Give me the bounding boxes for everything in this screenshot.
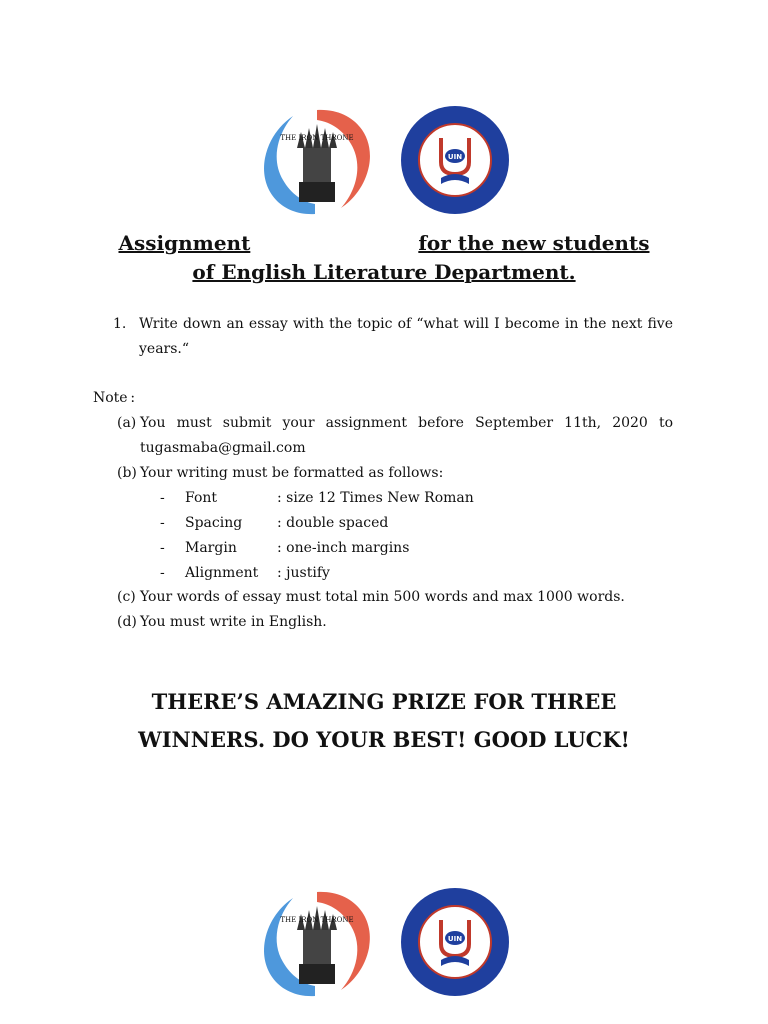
assignment-item-1 [113, 312, 673, 362]
format-label: Margin [185, 540, 237, 556]
format-value: : size 12 Times New Roman [277, 490, 474, 506]
format-label: Font [185, 490, 218, 506]
format-value: : double spaced [277, 515, 389, 531]
page-title-line-2 [0, 258, 768, 286]
format-row-alignment [160, 561, 520, 586]
note-b-mark: (b) [117, 465, 137, 481]
page-title-line-1 [0, 229, 768, 257]
format-dash: - [160, 490, 165, 506]
student-association-logo [399, 104, 511, 216]
note-c-mark: (c) [117, 589, 136, 605]
note-c [117, 585, 673, 610]
note-d-mark: (d) [117, 614, 137, 630]
note-label: Note : [93, 390, 136, 406]
iron-throne-logo [257, 104, 377, 220]
format-dash: - [160, 515, 165, 531]
format-label: Spacing [185, 515, 243, 531]
iron-throne-logo [257, 886, 377, 1002]
format-dash: - [160, 565, 165, 581]
note-a [117, 411, 673, 461]
svg-text:THE IRON THRONE: THE IRON THRONE [280, 134, 354, 142]
format-row-spacing [160, 511, 520, 536]
header-logos [0, 104, 768, 220]
title-new-students: for the new students [418, 231, 650, 255]
note-d-text: You must write in English. [140, 614, 327, 630]
format-value: : justify [277, 565, 330, 581]
item-number: 1. [113, 316, 127, 332]
title-assignment: Assignment [118, 231, 251, 255]
student-association-logo [399, 886, 511, 998]
note-a-mark: (a) [117, 415, 137, 431]
format-value: : one-inch margins [277, 540, 410, 556]
format-dash: - [160, 540, 165, 556]
format-row-margin [160, 536, 520, 561]
title-department: of English Literature Department. [192, 260, 576, 284]
prize-line-2: WINNERS. DO YOUR BEST! GOOD LUCK! [138, 727, 630, 752]
footer-logos [0, 886, 768, 1002]
format-row-font [160, 486, 520, 511]
svg-text:THE IRON THRONE: THE IRON THRONE [280, 916, 354, 924]
prize-line-1: THERE’S AMAZING PRIZE FOR THREE [151, 689, 617, 714]
note-d [117, 610, 673, 635]
svg-text:UIN: UIN [447, 935, 463, 943]
note-c-text: Your words of essay must total min 500 words and max 1000 words. [140, 589, 625, 605]
note-b-text: Your writing must be formatted as follows: [140, 465, 444, 481]
format-label: Alignment [185, 565, 259, 581]
svg-text:UIN: UIN [447, 153, 463, 161]
item-text: Write down an essay with the topic of “what will I become in the next five years.“ [139, 316, 673, 357]
note-b [117, 461, 673, 486]
note-a-text: You must submit your assignment before September 11th, 2020 to tugasmaba@gmail.com [140, 415, 673, 456]
